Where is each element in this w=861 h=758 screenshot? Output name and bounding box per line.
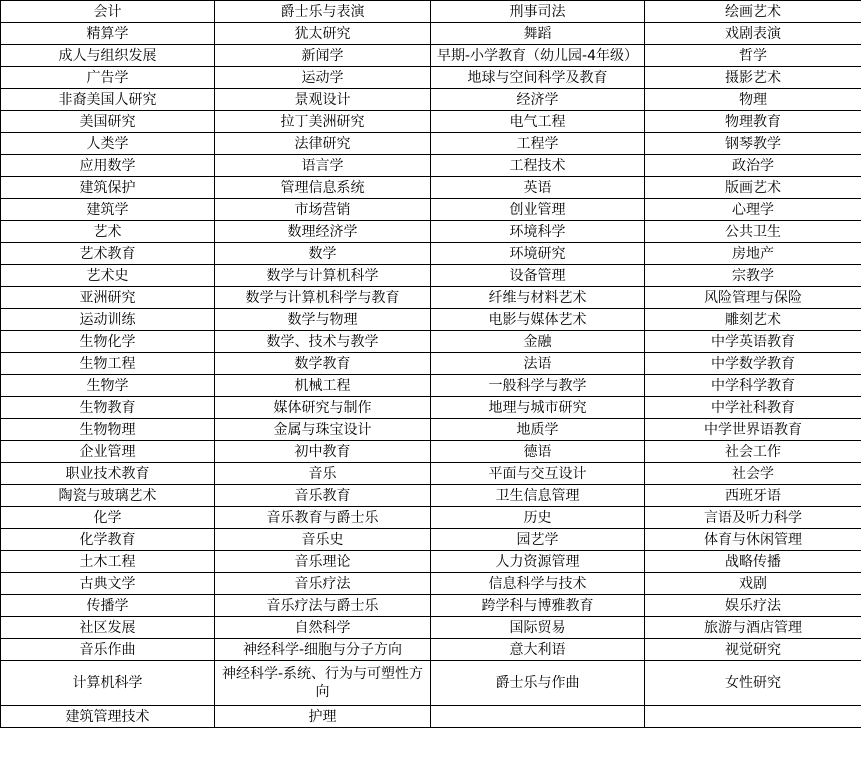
table-cell: 房地产 — [645, 243, 861, 265]
table-cell: 版画艺术 — [645, 177, 861, 199]
table-cell: 神经科学-细胞与分子方向 — [215, 639, 431, 661]
table-cell: 战略传播 — [645, 551, 861, 573]
table-row — [1, 595, 861, 617]
table-cell: 体育与休闲管理 — [645, 529, 861, 551]
table-cell: 亚洲研究 — [1, 287, 215, 309]
table-cell: 生物物理 — [1, 419, 215, 441]
table-cell: 数学与计算机科学 — [215, 265, 431, 287]
table-cell: 数学与物理 — [215, 309, 431, 331]
table-cell: 应用数学 — [1, 155, 215, 177]
table-cell: 艺术 — [1, 221, 215, 243]
table-cell — [645, 706, 861, 728]
table-cell: 音乐教育与爵士乐 — [215, 507, 431, 529]
table-cell: 摄影艺术 — [645, 67, 861, 89]
table-cell: 一般科学与教学 — [431, 375, 645, 397]
table-cell: 建筑管理技术 — [1, 706, 215, 728]
table-cell: 化学 — [1, 507, 215, 529]
table-row — [1, 441, 861, 463]
table-row — [1, 573, 861, 595]
table-cell: 经济学 — [431, 89, 645, 111]
table-cell: 法语 — [431, 353, 645, 375]
table-row — [1, 45, 861, 67]
table-cell: 旅游与酒店管理 — [645, 617, 861, 639]
table-cell: 电气工程 — [431, 111, 645, 133]
table-cell: 媒体研究与制作 — [215, 397, 431, 419]
table-cell: 社区发展 — [1, 617, 215, 639]
table-cell: 工程学 — [431, 133, 645, 155]
table-row — [1, 155, 861, 177]
table-cell: 平面与交互设计 — [431, 463, 645, 485]
table-cell: 会计 — [1, 1, 215, 23]
table-row — [1, 265, 861, 287]
table-cell: 景观设计 — [215, 89, 431, 111]
table-cell: 职业技术教育 — [1, 463, 215, 485]
table-cell: 公共卫生 — [645, 221, 861, 243]
table-cell: 管理信息系统 — [215, 177, 431, 199]
table-row — [1, 485, 861, 507]
table-row — [1, 507, 861, 529]
table-cell: 国际贸易 — [431, 617, 645, 639]
table-cell: 爵士乐与作曲 — [431, 661, 645, 706]
table-cell: 市场营销 — [215, 199, 431, 221]
table-row — [1, 67, 861, 89]
table-cell: 数学 — [215, 243, 431, 265]
majors-table-body — [1, 1, 861, 728]
table-cell: 音乐疗法 — [215, 573, 431, 595]
table-row — [1, 617, 861, 639]
table-cell: 视觉研究 — [645, 639, 861, 661]
table-cell: 生物化学 — [1, 331, 215, 353]
table-cell: 社会学 — [645, 463, 861, 485]
table-cell: 地质学 — [431, 419, 645, 441]
table-cell: 地球与空间科学及教育 — [431, 67, 645, 89]
table-cell: 中学社科教育 — [645, 397, 861, 419]
table-cell: 建筑学 — [1, 199, 215, 221]
table-cell: 数学教育 — [215, 353, 431, 375]
table-cell: 英语 — [431, 177, 645, 199]
table-row — [1, 419, 861, 441]
table-cell: 绘画艺术 — [645, 1, 861, 23]
table-cell: 风险管理与保险 — [645, 287, 861, 309]
table-cell: 拉丁美洲研究 — [215, 111, 431, 133]
table-row — [1, 353, 861, 375]
table-row — [1, 463, 861, 485]
table-row — [1, 199, 861, 221]
table-cell: 生物工程 — [1, 353, 215, 375]
table-cell: 陶瓷与玻璃艺术 — [1, 485, 215, 507]
table-row — [1, 177, 861, 199]
table-cell: 设备管理 — [431, 265, 645, 287]
table-cell: 机械工程 — [215, 375, 431, 397]
table-cell: 人力资源管理 — [431, 551, 645, 573]
table-cell: 企业管理 — [1, 441, 215, 463]
table-cell: 生物学 — [1, 375, 215, 397]
table-row — [1, 551, 861, 573]
table-cell: 历史 — [431, 507, 645, 529]
table-cell: 言语及听力科学 — [645, 507, 861, 529]
table-cell: 生物教育 — [1, 397, 215, 419]
table-cell: 跨学科与博雅教育 — [431, 595, 645, 617]
table-cell: 音乐 — [215, 463, 431, 485]
table-row — [1, 287, 861, 309]
table-row — [1, 331, 861, 353]
table-cell: 物理 — [645, 89, 861, 111]
table-cell: 数学、技术与教学 — [215, 331, 431, 353]
table-row — [1, 89, 861, 111]
table-row — [1, 529, 861, 551]
table-cell: 卫生信息管理 — [431, 485, 645, 507]
table-cell: 古典文学 — [1, 573, 215, 595]
table-cell: 金融 — [431, 331, 645, 353]
table-cell: 神经科学-系统、行为与可塑性方向 — [215, 661, 431, 706]
table-cell: 艺术史 — [1, 265, 215, 287]
table-cell: 语言学 — [215, 155, 431, 177]
table-cell: 心理学 — [645, 199, 861, 221]
table-cell: 广告学 — [1, 67, 215, 89]
table-cell: 工程技术 — [431, 155, 645, 177]
table-cell: 音乐理论 — [215, 551, 431, 573]
table-cell: 初中教育 — [215, 441, 431, 463]
table-cell: 音乐作曲 — [1, 639, 215, 661]
table-row — [1, 243, 861, 265]
table-cell: 艺术教育 — [1, 243, 215, 265]
table-cell: 音乐教育 — [215, 485, 431, 507]
table-cell: 德语 — [431, 441, 645, 463]
table-cell: 地理与城市研究 — [431, 397, 645, 419]
table-cell: 意大利语 — [431, 639, 645, 661]
table-cell: 信息科学与技术 — [431, 573, 645, 595]
table-cell: 爵士乐与表演 — [215, 1, 431, 23]
table-row — [1, 1, 861, 23]
table-cell: 政治学 — [645, 155, 861, 177]
table-cell: 环境科学 — [431, 221, 645, 243]
table-row — [1, 661, 861, 706]
table-row — [1, 706, 861, 728]
table-row — [1, 309, 861, 331]
table-cell: 金属与珠宝设计 — [215, 419, 431, 441]
table-cell: 宗教学 — [645, 265, 861, 287]
table-cell: 音乐史 — [215, 529, 431, 551]
table-cell: 纤维与材料艺术 — [431, 287, 645, 309]
table-cell: 化学教育 — [1, 529, 215, 551]
table-row — [1, 639, 861, 661]
table-cell: 钢琴教学 — [645, 133, 861, 155]
table-cell: 计算机科学 — [1, 661, 215, 706]
table-cell: 新闻学 — [215, 45, 431, 67]
table-cell: 刑事司法 — [431, 1, 645, 23]
table-cell: 早期-小学教育（幼儿园-4年级） — [431, 45, 645, 67]
table-cell: 精算学 — [1, 23, 215, 45]
table-cell: 西班牙语 — [645, 485, 861, 507]
table-cell: 音乐疗法与爵士乐 — [215, 595, 431, 617]
table-row — [1, 133, 861, 155]
table-cell: 环境研究 — [431, 243, 645, 265]
table-row — [1, 397, 861, 419]
table-cell: 戏剧表演 — [645, 23, 861, 45]
table-cell — [431, 706, 645, 728]
table-cell: 犹太研究 — [215, 23, 431, 45]
table-cell: 电影与媒体艺术 — [431, 309, 645, 331]
table-cell: 创业管理 — [431, 199, 645, 221]
table-cell: 哲学 — [645, 45, 861, 67]
table-cell: 女性研究 — [645, 661, 861, 706]
table-cell: 自然科学 — [215, 617, 431, 639]
table-cell: 中学世界语教育 — [645, 419, 861, 441]
table-row — [1, 111, 861, 133]
table-cell: 社会工作 — [645, 441, 861, 463]
table-row — [1, 221, 861, 243]
table-cell: 美国研究 — [1, 111, 215, 133]
table-row — [1, 375, 861, 397]
table-cell: 成人与组织发展 — [1, 45, 215, 67]
table-cell: 护理 — [215, 706, 431, 728]
table-cell: 建筑保护 — [1, 177, 215, 199]
table-row — [1, 23, 861, 45]
table-cell: 舞蹈 — [431, 23, 645, 45]
table-cell: 园艺学 — [431, 529, 645, 551]
table-cell: 中学科学教育 — [645, 375, 861, 397]
table-cell: 非裔美国人研究 — [1, 89, 215, 111]
table-cell: 中学英语教育 — [645, 331, 861, 353]
table-cell: 娱乐疗法 — [645, 595, 861, 617]
table-cell: 数学与计算机科学与教育 — [215, 287, 431, 309]
table-cell: 法律研究 — [215, 133, 431, 155]
table-cell: 雕刻艺术 — [645, 309, 861, 331]
table-cell: 中学数学教育 — [645, 353, 861, 375]
table-cell: 戏剧 — [645, 573, 861, 595]
table-cell: 传播学 — [1, 595, 215, 617]
table-cell: 运动训练 — [1, 309, 215, 331]
table-cell: 数理经济学 — [215, 221, 431, 243]
table-cell: 物理教育 — [645, 111, 861, 133]
table-cell: 人类学 — [1, 133, 215, 155]
table-cell: 土木工程 — [1, 551, 215, 573]
table-cell: 运动学 — [215, 67, 431, 89]
